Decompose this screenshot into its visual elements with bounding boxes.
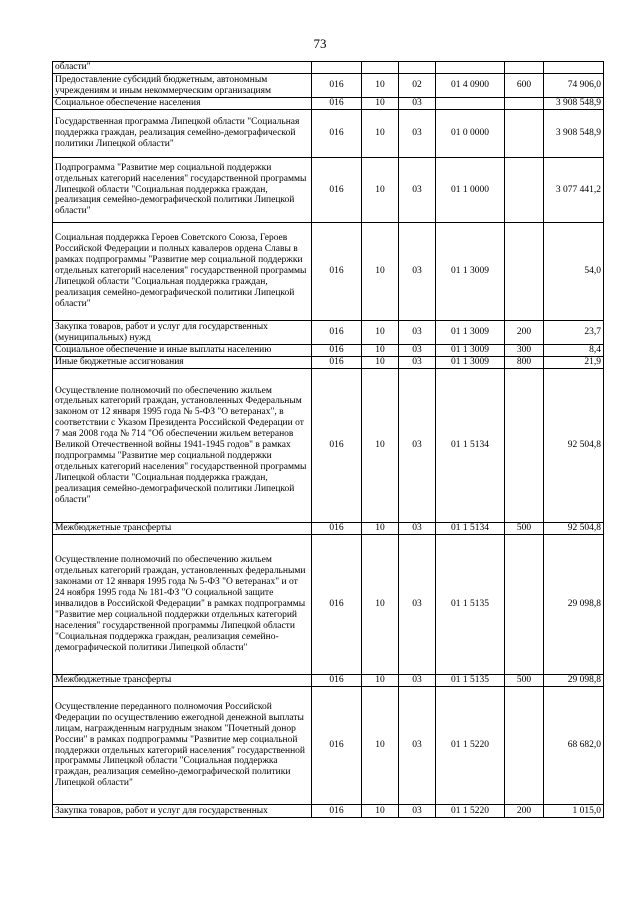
expense-type-cell: 800	[505, 357, 544, 369]
ved-cell: 016	[312, 535, 362, 675]
target-article-cell: 01 1 5135	[436, 535, 505, 675]
amount-cell: 3 077 441,2	[544, 158, 604, 223]
row-name-cell: Закупка товаров, работ и услуг для государственных (муниципальных) нужд	[53, 321, 312, 345]
section-cell: 10	[362, 369, 399, 523]
amount-cell: 74 906,0	[544, 74, 604, 98]
table-row	[53, 357, 604, 369]
ved-cell: 016	[312, 675, 362, 687]
amount-cell: 68 682,0	[544, 687, 604, 805]
subsection-cell: 03	[399, 110, 436, 158]
table-row	[53, 345, 604, 357]
amount-cell: 3 908 548,9	[544, 98, 604, 110]
target-article-cell: 01 1 3009	[436, 357, 505, 369]
target-article-cell: 01 1 5135	[436, 675, 505, 687]
table-row	[53, 98, 604, 110]
expense-type-cell	[505, 62, 544, 74]
ved-cell: 016	[312, 345, 362, 357]
section-cell: 10	[362, 223, 399, 321]
ved-cell: 016	[312, 687, 362, 805]
target-article-cell: 01 1 5220	[436, 805, 505, 818]
amount-cell: 54,0	[544, 223, 604, 321]
target-article-cell: 01 4 0900	[436, 74, 505, 98]
row-name-cell: Государственная программа Липецкой области "Социальная поддержка граждан, реализация семейно-демографической политики Липецкой области"	[53, 110, 312, 158]
section-cell: 10	[362, 675, 399, 687]
section-cell: 10	[362, 345, 399, 357]
target-article-cell	[436, 62, 505, 74]
section-cell: 10	[362, 805, 399, 818]
table-row	[53, 223, 604, 321]
row-name-cell: Осуществление полномочий по обеспечению жильем отдельных категорий граждан, установленных Федеральным законом от 12 января 1995 года № 5-ФЗ "О ветеранах", в соответствии с Указом Президента Российской Федерации от 7 мая 2008 года № 714 "Об обеспечении жильем ветеранов Великой Отечественной войны 1941-1945 годов" в рамках подпрограммы "Развитие мер социальной поддержки отдельных категорий населения" государственной программы Липецкой области "Социальная поддержка граждан, реализация семейно-демографической политики Липецкой области"	[53, 369, 312, 523]
ved-cell: 016	[312, 805, 362, 818]
section-cell: 10	[362, 687, 399, 805]
subsection-cell: 03	[399, 805, 436, 818]
row-name-cell: Подпрограмма "Развитие мер социальной поддержки отдельных категорий населения" государственной программы Липецкой области "Социальная поддержка граждан, реализация семейно-демографической политики Липецкой области"	[53, 158, 312, 223]
section-cell: 10	[362, 110, 399, 158]
target-article-cell: 01 1 5220	[436, 687, 505, 805]
table-row	[53, 110, 604, 158]
row-name-cell: Осуществление переданного полномочия Российской Федерации по осуществлению ежегодной денежной выплаты лицам, награжденным нагрудным знаком "Почетный донор России" в рамках подпрограммы "Развитие мер социальной поддержки отдельных категорий населения" государственной программы Липецкой области "Социальная поддержка граждан, реализация семейно-демографической политики Липецкой области"	[53, 687, 312, 805]
amount-cell: 1 015,0	[544, 805, 604, 818]
ved-cell	[312, 62, 362, 74]
target-article-cell: 01 1 0000	[436, 158, 505, 223]
amount-cell: 29 098,8	[544, 535, 604, 675]
subsection-cell: 03	[399, 535, 436, 675]
table-row	[53, 158, 604, 223]
subsection-cell: 03	[399, 523, 436, 535]
amount-cell: 3 908 548,9	[544, 110, 604, 158]
table-row	[53, 321, 604, 345]
subsection-cell	[399, 62, 436, 74]
section-cell: 10	[362, 158, 399, 223]
expense-type-cell: 300	[505, 345, 544, 357]
ved-cell: 016	[312, 523, 362, 535]
row-name-cell: Иные бюджетные ассигнования	[53, 357, 312, 369]
expense-type-cell	[505, 158, 544, 223]
target-article-cell: 01 1 3009	[436, 321, 505, 345]
row-name-cell: Межбюджетные трансферты	[53, 523, 312, 535]
section-cell: 10	[362, 523, 399, 535]
expense-type-cell	[505, 110, 544, 158]
amount-cell: 29 098,8	[544, 675, 604, 687]
target-article-cell	[436, 98, 505, 110]
row-name-cell: Межбюджетные трансферты	[53, 675, 312, 687]
row-name-cell: области"	[53, 62, 312, 74]
ved-cell: 016	[312, 74, 362, 98]
ved-cell: 016	[312, 223, 362, 321]
expense-type-cell	[505, 535, 544, 675]
expense-type-cell: 500	[505, 675, 544, 687]
row-name-cell: Социальное обеспечение населения	[53, 98, 312, 110]
ved-cell: 016	[312, 98, 362, 110]
target-article-cell: 01 1 5134	[436, 369, 505, 523]
subsection-cell: 03	[399, 98, 436, 110]
subsection-cell: 03	[399, 345, 436, 357]
target-article-cell: 01 1 3009	[436, 223, 505, 321]
subsection-cell: 03	[399, 321, 436, 345]
subsection-cell: 02	[399, 74, 436, 98]
subsection-cell: 03	[399, 687, 436, 805]
page-number: 73	[313, 36, 327, 51]
expense-type-cell	[505, 687, 544, 805]
target-article-cell: 01 0 0000	[436, 110, 505, 158]
ved-cell: 016	[312, 158, 362, 223]
subsection-cell: 03	[399, 369, 436, 523]
row-name-cell: Социальная поддержка Героев Советского Союза, Героев Российской Федерации и полных кавалеров ордена Славы в рамках подпрограммы "Развитие мер социальной поддержки отдельных категорий населения" государственной программы Липецкой области "Социальная поддержка граждан, реализация семейно-демографической политики Липецкой области"	[53, 223, 312, 321]
subsection-cell: 03	[399, 158, 436, 223]
row-name-cell: Закупка товаров, работ и услуг для государственных	[53, 805, 312, 818]
expense-type-cell: 600	[505, 74, 544, 98]
section-cell: 10	[362, 357, 399, 369]
table-row	[53, 535, 604, 675]
section-cell: 10	[362, 535, 399, 675]
subsection-cell: 03	[399, 223, 436, 321]
table-row	[53, 675, 604, 687]
section-cell: 10	[362, 321, 399, 345]
amount-cell: 8,4	[544, 345, 604, 357]
table-row	[53, 74, 604, 98]
table-row	[53, 62, 604, 74]
section-cell	[362, 62, 399, 74]
amount-cell	[544, 62, 604, 74]
target-article-cell: 01 1 5134	[436, 523, 505, 535]
ved-cell: 016	[312, 357, 362, 369]
ved-cell: 016	[312, 110, 362, 158]
expense-type-cell	[505, 223, 544, 321]
expense-type-cell: 200	[505, 805, 544, 818]
table-row	[53, 805, 604, 818]
amount-cell: 92 504,8	[544, 369, 604, 523]
subsection-cell: 03	[399, 357, 436, 369]
expense-type-cell: 200	[505, 321, 544, 345]
section-cell: 10	[362, 74, 399, 98]
amount-cell: 92 504,8	[544, 523, 604, 535]
expense-type-cell	[505, 369, 544, 523]
amount-cell: 23,7	[544, 321, 604, 345]
budget-table	[52, 61, 604, 818]
table-row	[53, 523, 604, 535]
row-name-cell: Осуществление полномочий по обеспечению жильем отдельных категорий граждан, установленных федеральными законами от 12 января 1995 года № 5-ФЗ "О ветеранах" и от 24 ноября 1995 года № 181-ФЗ "О социальной защите инвалидов в Российской Федерации" в рамках подпрограммы "Развитие мер социальной поддержки отдельных категорий населения" государственной программы Липецкой области "Социальная поддержка граждан, реализация семейно-демографической политики Липецкой области"	[53, 535, 312, 675]
expense-type-cell: 500	[505, 523, 544, 535]
row-name-cell: Социальное обеспечение и иные выплаты населению	[53, 345, 312, 357]
table-row	[53, 687, 604, 805]
subsection-cell: 03	[399, 675, 436, 687]
ved-cell: 016	[312, 369, 362, 523]
section-cell: 10	[362, 98, 399, 110]
target-article-cell: 01 1 3009	[436, 345, 505, 357]
amount-cell: 21,9	[544, 357, 604, 369]
row-name-cell: Предоставление субсидий бюджетным, автономным учреждениям и иным некоммерческим организациям	[53, 74, 312, 98]
ved-cell: 016	[312, 321, 362, 345]
expense-type-cell	[505, 98, 544, 110]
table-row	[53, 369, 604, 523]
